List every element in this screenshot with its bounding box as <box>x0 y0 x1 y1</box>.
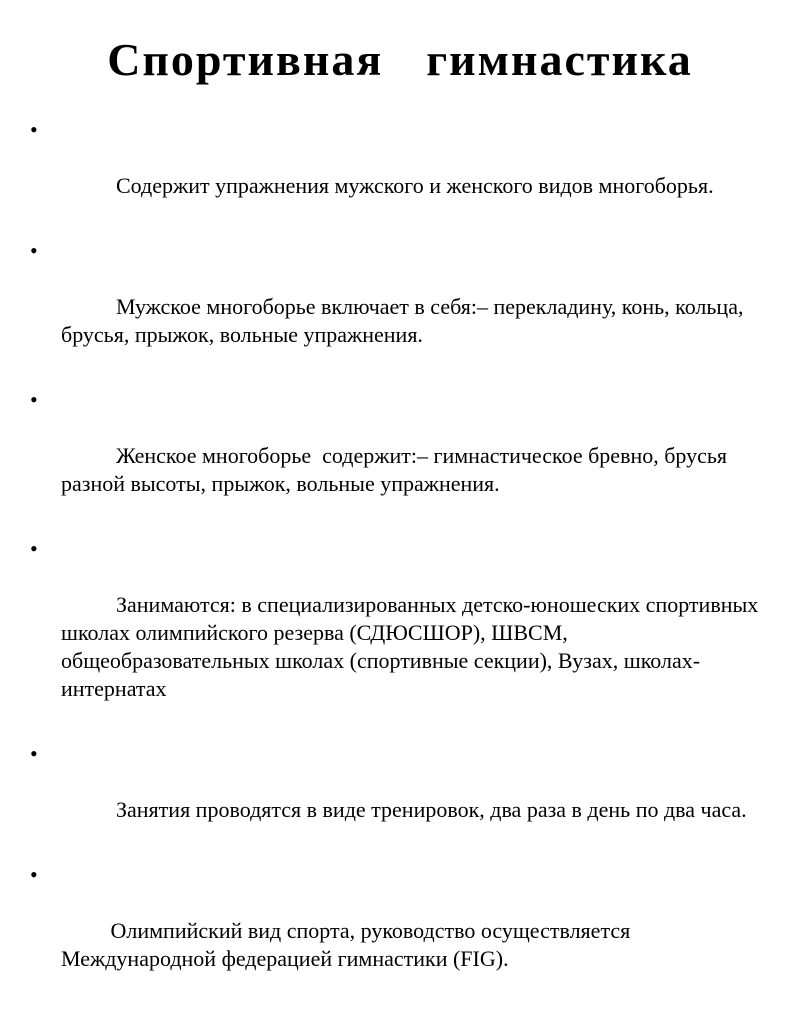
list-item-text: Мужское многоборье включает в себя:– перекладину, конь, кольца, брусья, прыжок, вольные упражнения. <box>61 294 749 347</box>
list-item-text: Содержит упражнения мужского и женского видов многоборья. <box>94 173 714 198</box>
list-item <box>0 861 800 1001</box>
list-item-text: Женское многоборье содержит:– гимнастическое бревно, брусья разной высоты, прыжок, вольные упражнения. <box>61 443 733 496</box>
bullet-icon: • <box>30 741 38 766</box>
list-item <box>0 237 800 377</box>
slide-title: Спортивная гимнастика <box>107 34 693 85</box>
list-item <box>0 740 800 852</box>
list-item <box>0 116 800 228</box>
bullet-icon: • <box>30 238 38 263</box>
list-item-text: Занимаются: в специализированных детско-юношеских спортивных школах олимпийского резерва (СДЮСШОР), ШВСМ, общеобразовательных школах (спортивные секции), Вузах, школах- интернатах <box>61 592 764 701</box>
list-item <box>0 535 800 731</box>
bullet-list <box>0 116 800 1010</box>
list-item-text: Олимпийский вид спорта, руководство осуществляется Международной федерацией гимнастики (FIG). <box>61 918 636 971</box>
list-item <box>0 386 800 526</box>
list-item-text: Занятия проводятся в виде тренировок, два раза в день по два часа. <box>94 797 747 822</box>
bullet-icon: • <box>30 536 38 561</box>
bullet-icon: • <box>30 117 38 142</box>
bullet-icon: • <box>30 387 38 412</box>
bullet-icon: • <box>30 862 38 887</box>
